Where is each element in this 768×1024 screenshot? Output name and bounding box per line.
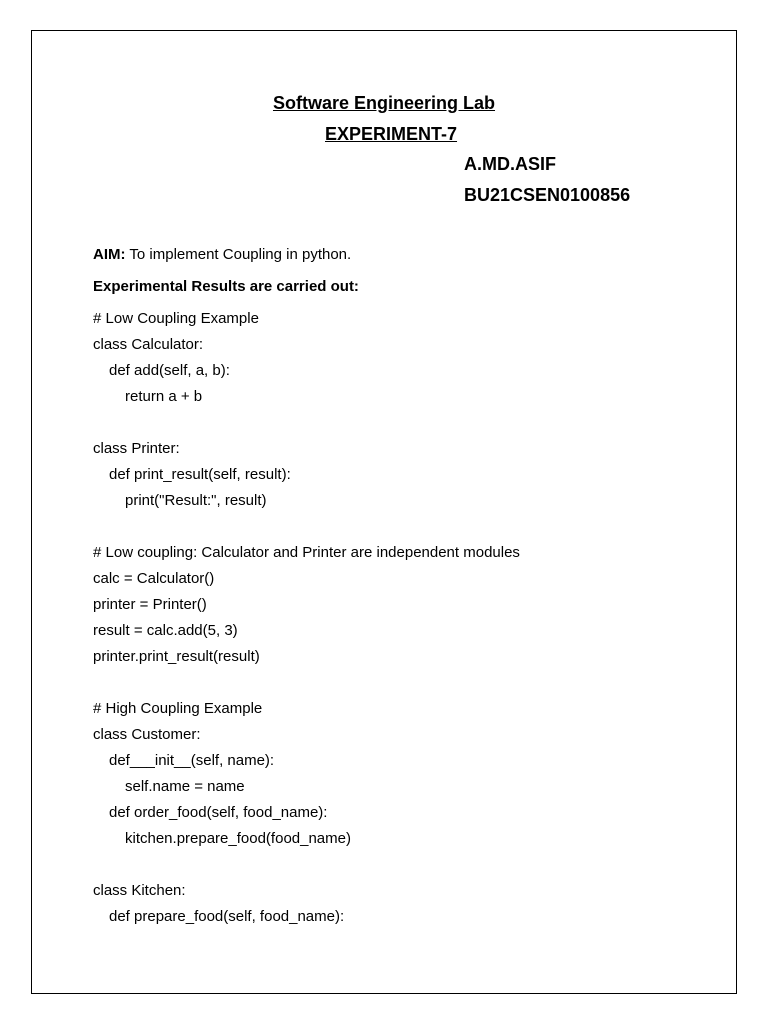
code-line: self.name = name [125,778,245,795]
aim-statement [93,246,351,264]
experiment-number: EXPERIMENT-7 [325,124,458,144]
author-id: BU21CSEN0100856 [464,185,631,205]
code-line: def___init__(self, name): [109,752,275,769]
code-line: class Kitchen: [93,882,186,899]
code-line: calc = Calculator() [93,570,215,587]
aim-label: AIM: [93,246,126,263]
code-line: class Customer: [93,726,201,743]
code-line: class Calculator: [93,336,204,353]
code-line: def prepare_food(self, food_name): [109,908,345,925]
aim-text: To implement Coupling in python. [125,246,352,263]
author-name: A.MD.ASIF [464,154,556,174]
code-line: # Low coupling: Calculator and Printer are independent modules [93,544,520,561]
code-line-blank [93,414,520,440]
code-line: # Low Coupling Example [93,310,259,327]
code-line-blank [93,674,520,700]
code-line: printer.print_result(result) [93,648,260,665]
code-line: result = calc.add(5, 3) [93,622,238,639]
code-line: class Printer: [93,440,180,457]
code-line: printer = Printer() [93,596,207,613]
document-title: Software Engineering Lab [272,93,496,113]
code-line: def add(self, a, b): [109,362,230,379]
code-line: def print_result(self, result): [109,466,291,483]
code-listing [93,310,520,934]
code-line: return a + b [125,388,203,405]
code-line: def order_food(self, food_name): [109,804,328,821]
code-line: kitchen.prepare_food(food_name) [125,830,351,847]
code-line: print("Result:", result) [125,492,267,509]
results-heading: Experimental Results are carried out: [93,278,359,295]
code-line-blank [93,518,520,544]
code-line-blank [93,856,520,882]
code-line: # High Coupling Example [93,700,263,717]
